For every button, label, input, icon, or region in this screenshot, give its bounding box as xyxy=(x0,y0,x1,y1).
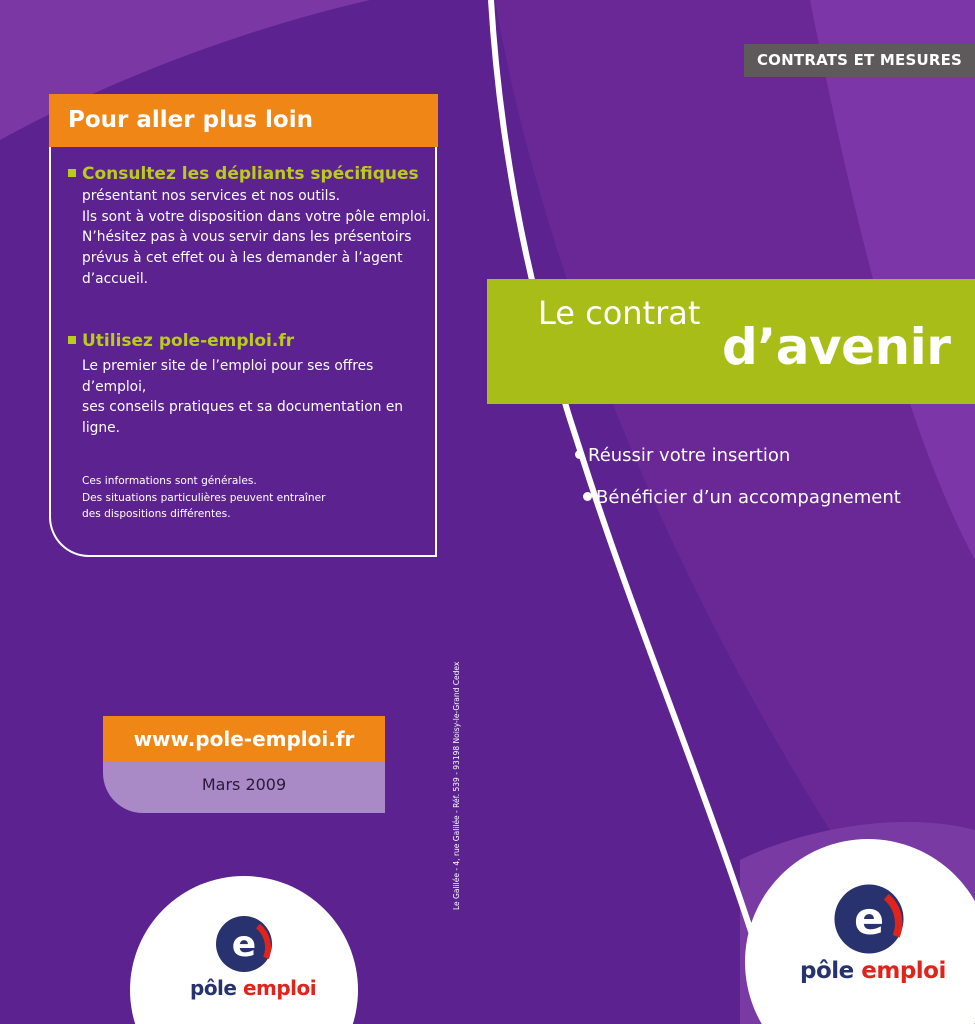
svg-text:e: e xyxy=(853,893,885,945)
section-website-text: Le premier site de l’emploi pour ses offres d’emploi, ses conseils pratiques et sa documentation en ligne. xyxy=(82,358,404,437)
section-brochures-title: Consultez les dépliants spécifiques xyxy=(68,164,419,184)
publication-date: Mars 2009 xyxy=(103,762,385,813)
pole-emploi-e-icon xyxy=(832,882,906,956)
svg-text:e: e xyxy=(231,924,257,965)
category-badge: CONTRATS ET MESURES xyxy=(744,44,975,77)
disclaimer-note: Ces informations sont générales. Des situations particulières peuvent entraîner des dispositions différentes. xyxy=(82,475,326,520)
bullet-item: Réussir votre insertion xyxy=(575,445,790,466)
logo-wordmark: pôle emploi xyxy=(800,958,946,984)
section-brochures-text: présentant nos services et nos outils. Ils sont à votre disposition dans votre pôle emploi. N’hésitez pas à vous servir dans les présentoirs prévus à cet effet ou à les demander à l’agent d’accueil. xyxy=(82,188,431,287)
square-bullet-icon xyxy=(68,336,76,344)
logo-wordmark: pôle emploi xyxy=(190,976,317,1000)
square-bullet-icon xyxy=(68,169,76,177)
info-box-title: Pour aller plus loin xyxy=(49,94,438,147)
bullet-item: Bénéficier d’un accompagnement xyxy=(583,487,901,508)
title-line-2: d’avenir xyxy=(722,318,951,376)
imprint-text: Le Galilée - 4, rue Galilée - Réf. 539 - 93198 Noisy-le-Grand Cedex xyxy=(452,661,461,910)
pole-emploi-logo xyxy=(190,910,317,1010)
pole-emploi-logo xyxy=(800,880,946,990)
dot-bullet-icon xyxy=(575,450,584,459)
website-link[interactable]: www.pole-emploi.fr xyxy=(103,716,385,762)
title-line-1: Le contrat xyxy=(538,294,701,332)
dot-bullet-icon xyxy=(583,492,592,501)
section-website-title: Utilisez pole-emploi.fr xyxy=(68,331,294,351)
pole-emploi-e-icon xyxy=(214,914,274,974)
